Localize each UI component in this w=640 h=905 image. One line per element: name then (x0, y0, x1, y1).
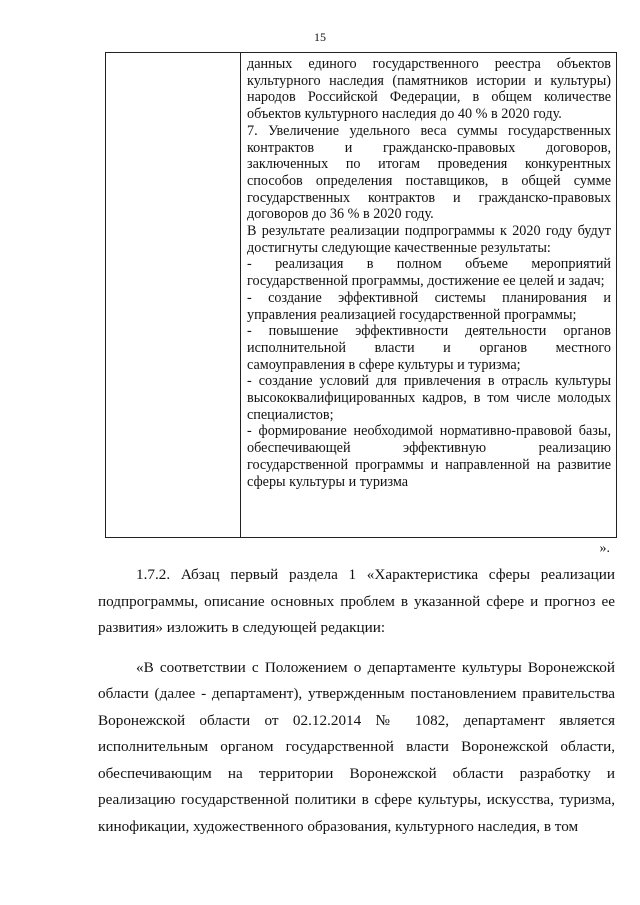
table-list-item: - создание эффективной системы планирования и управления реализацией государственной программы; (247, 289, 611, 323)
page-number: 15 (314, 30, 326, 44)
table-list-item: - повышение эффективности деятельности органов исполнительной власти и органов местного самоуправления в сфере культуры и туризма; (247, 323, 611, 373)
table-paragraph: данных единого государственного реестра объектов культурного наследия (памятников истории и культуры) народов Российской Федерации, в общем количестве объектов культурного наследия до 40 % в 2020 году. (247, 56, 611, 123)
table-list-item: - реализация в полном объеме мероприятий государственной программы, достижение ее целей и задач; (247, 256, 611, 290)
quoted-paragraph: «В соответствии с Положением о департаменте культуры Воронежской области (далее - департамент), утвержденным постановлением правительства Воронежской области от 02.12.2014 № 1082, департамент является исполнительным органом государственной власти Воронежской области, обеспечивающим на территории Воронежской области разработку и реализацию государственной политики в сфере культуры, искусства, туризма, кинофикации, художественного образования, культурного наследия, в том (98, 658, 615, 835)
table-paragraph: В результате реализации подпрограммы к 2020 году будут достигнуты следующие качественные результаты: (247, 223, 611, 256)
table-paragraph: 7. Увеличение удельного веса суммы государственных контрактов и гражданско-правовых договоров, заключенных по итогам проведения конкурентных способов определения поставщиков, в общей сумме государственных контрактов и гражданско-правовых договоров до 36 % в 2020 году. (247, 122, 611, 223)
body-text (98, 562, 615, 853)
table-list-item: - формирование необходимой нормативно-правовой базы, обеспечивающей эффективную реализацию государственной программы и направленной на развитие сферы культуры и туризма (247, 423, 611, 490)
amendment-paragraph: 1.7.2. Абзац первый раздела 1 «Характеристика сферы реализации подпрограммы, описание основных проблем в указанной сфере и прогноз ее развития» изложить в следующей редакции: (98, 566, 615, 636)
table-column-divider (240, 53, 241, 537)
content-table (105, 52, 617, 538)
closing-quote: ». (599, 541, 610, 556)
table-list-item: - создание условий для привлечения в отрасль культуры высококвалифицированных кадров, в том числе молодых специалистов; (247, 373, 611, 423)
table-right-cell (247, 56, 611, 490)
